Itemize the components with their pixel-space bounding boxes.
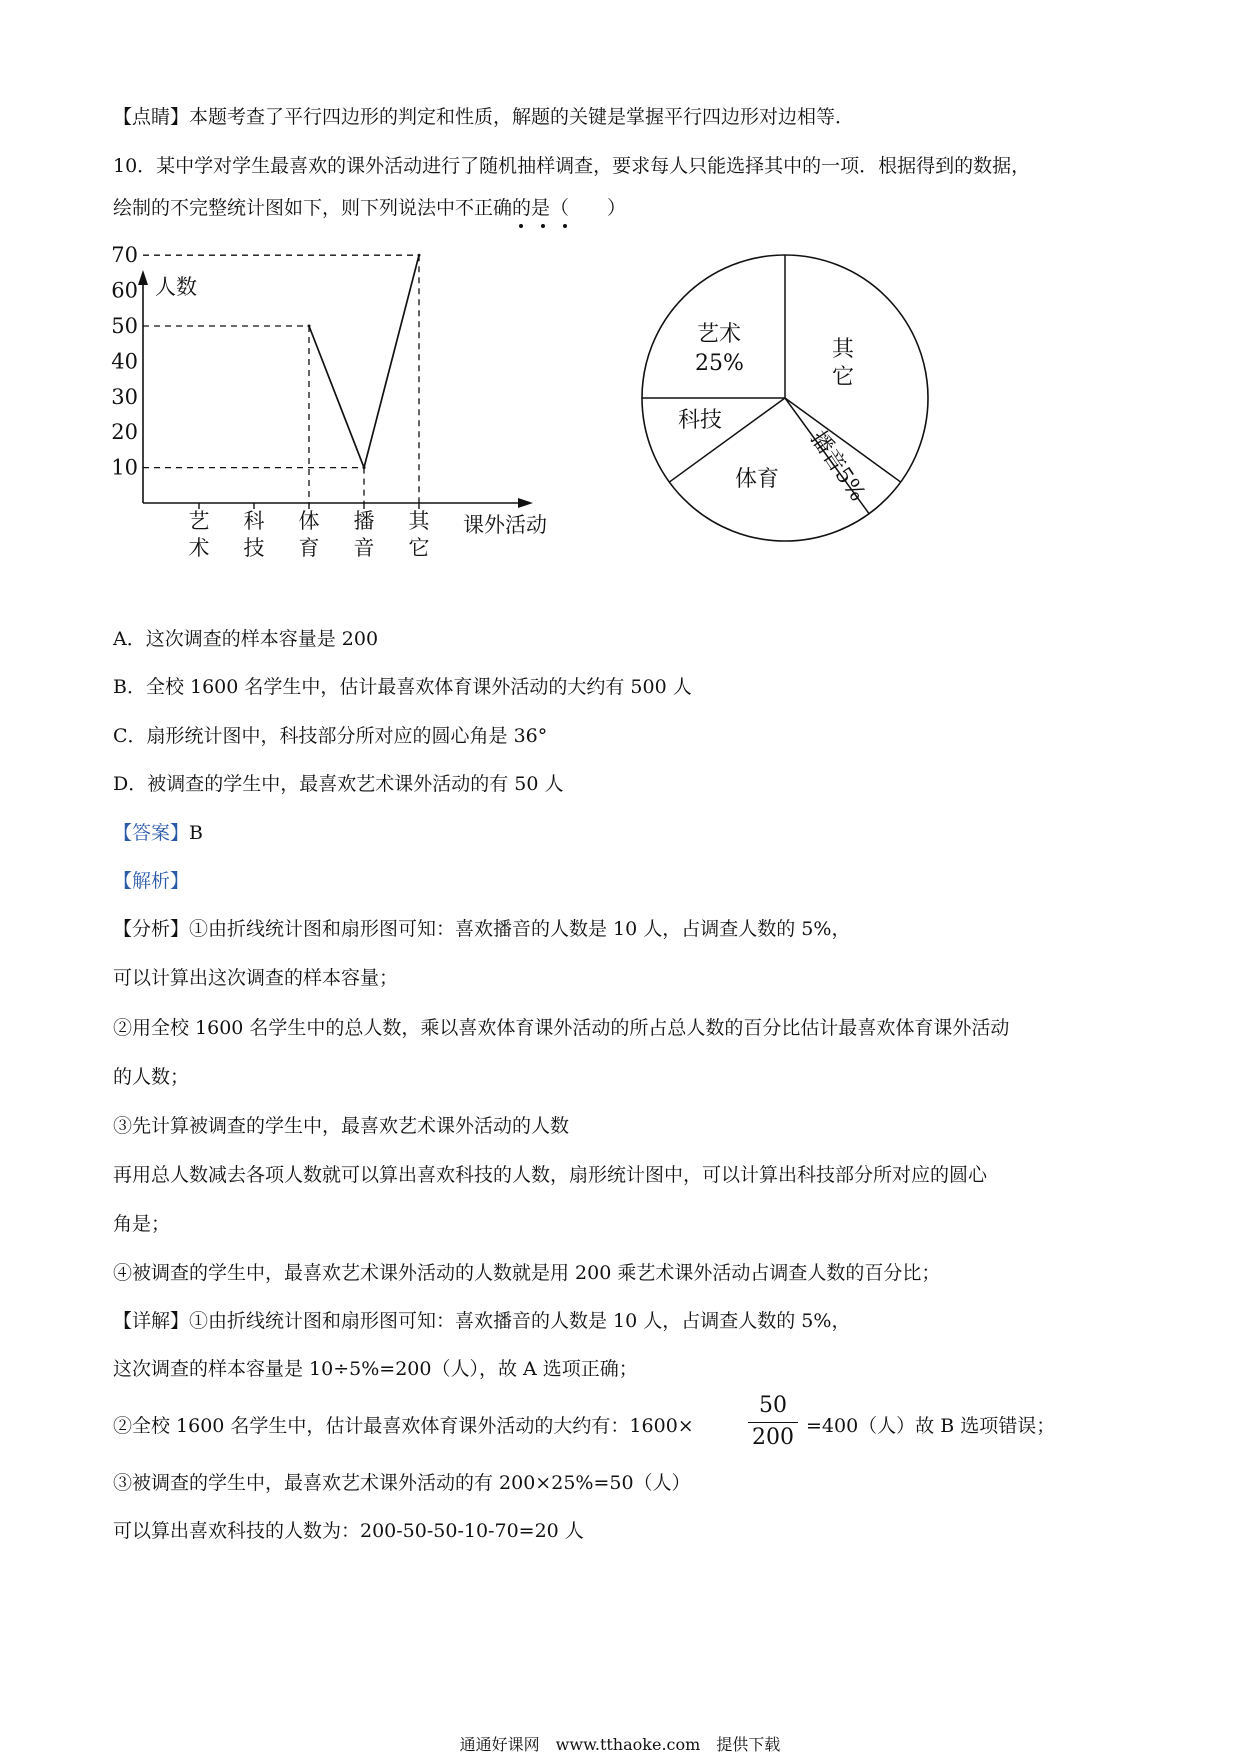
slice-label-sport: 体育 bbox=[735, 467, 780, 492]
answer-line bbox=[113, 822, 203, 845]
question-line-1: 10．某中学对学生最喜欢的课外活动进行了随机抽样调查，要求每人只能选择其中的一项．根据得到的数据， bbox=[113, 155, 1031, 177]
y-tick-label: 40 bbox=[111, 349, 138, 374]
slice-label-broadcast: 播音5% bbox=[804, 426, 870, 507]
x-axis-label: 课外活动 bbox=[463, 513, 547, 537]
slice-label-tech: 科技 bbox=[678, 408, 723, 433]
answer-label: 【答案】 bbox=[113, 822, 190, 844]
y-tick-label: 50 bbox=[111, 314, 138, 338]
detail-line-2-after: =400（人）故 B 选项错误； bbox=[806, 1415, 1056, 1437]
y-tick-label: 70 bbox=[111, 243, 138, 268]
y-tick-label: 20 bbox=[111, 420, 138, 445]
fraction bbox=[748, 1393, 798, 1452]
analysis-line: ④被调查的学生中，最喜欢艺术课外活动的人数就是用 200 乘艺术课外活动占调查人数的百分比； bbox=[113, 1262, 941, 1284]
footer: 通通好课网 www.tthaoke.com 提供下载 bbox=[459, 1735, 781, 1754]
category-label: 它 bbox=[408, 536, 430, 560]
category-label: 育 bbox=[298, 536, 320, 560]
fraction-denominator: 200 bbox=[752, 1425, 794, 1451]
analysis-line: 的人数； bbox=[113, 1066, 190, 1088]
question-line-2: 绘制的不完整统计图如下，则下列说法中不正确的是（ ） bbox=[113, 197, 627, 219]
analysis-line: ③先计算被调查的学生中，最喜欢艺术课外活动的人数 bbox=[113, 1115, 570, 1137]
pie-chart bbox=[642, 255, 928, 541]
y-tick-labels bbox=[111, 243, 138, 479]
slice-label-other-1: 其 bbox=[831, 337, 855, 362]
charts-figure bbox=[0, 0, 1240, 570]
y-axis-arrow bbox=[138, 270, 148, 285]
y-tick-label: 10 bbox=[111, 455, 138, 480]
slice-label-other-2: 它 bbox=[831, 365, 855, 390]
fraction-bar bbox=[748, 1422, 798, 1423]
line-chart bbox=[111, 243, 547, 560]
category-label: 科 bbox=[243, 509, 265, 533]
data-point bbox=[418, 254, 421, 257]
y-axis-label: 人数 bbox=[155, 275, 197, 299]
data-point bbox=[308, 325, 311, 328]
detail-line-2-before: ②全校 1600 名学生中，估计最喜欢体育课外活动的大约有：1600× bbox=[113, 1415, 694, 1437]
detail-line: 这次调查的样本容量是 10÷5%=200（人），故 A 选项正确； bbox=[113, 1358, 638, 1380]
slice-label-art: 艺术 bbox=[697, 322, 742, 347]
category-labels bbox=[189, 503, 431, 560]
y-tick-label: 60 bbox=[111, 278, 138, 303]
analysis-line: 可以计算出这次调查的样本容量； bbox=[113, 967, 399, 989]
option-a: A．这次调查的样本容量是 200 bbox=[113, 628, 379, 650]
data-series bbox=[308, 254, 421, 469]
category-label: 艺 bbox=[188, 509, 210, 533]
analysis-line: ②用全校 1600 名学生中的总人数，乘以喜欢体育课外活动的所占总人数的百分比估计最喜欢体育课外活动 bbox=[113, 1017, 1010, 1039]
x-axis-arrow bbox=[518, 498, 533, 508]
slice-percent-art: 25% bbox=[695, 351, 744, 376]
data-point bbox=[363, 466, 366, 469]
answer-value: B bbox=[189, 822, 203, 844]
analysis-line: 再用总人数减去各项人数就可以算出喜欢科技的人数，扇形统计图中，可以计算出科技部分所对应的圆心 bbox=[113, 1164, 988, 1186]
detail-line: 【详解】①由折线统计图和扇形图可知：喜欢播音的人数是 10 人，占调查人数的 5%， bbox=[113, 1310, 851, 1332]
detail-line: 可以算出喜欢科技的人数为：200-50-50-10-70=20 人 bbox=[113, 1520, 584, 1542]
series-line bbox=[309, 255, 419, 467]
option-c: C．扇形统计图中，科技部分所对应的圆心角是 36° bbox=[113, 725, 548, 747]
category-label: 音 bbox=[353, 536, 375, 560]
option-b: B．全校 1600 名学生中，估计最喜欢体育课外活动的大约有 500 人 bbox=[113, 676, 692, 698]
category-label: 其 bbox=[408, 509, 430, 533]
category-label: 术 bbox=[188, 536, 210, 560]
category-label: 体 bbox=[298, 509, 320, 533]
analysis-line: 【分析】①由折线统计图和扇形图可知：喜欢播音的人数是 10 人，占调查人数的 5%， bbox=[113, 918, 851, 940]
category-label: 技 bbox=[243, 536, 265, 560]
analysis-line: 角是； bbox=[113, 1213, 171, 1235]
dianjing-line: 【点睛】本题考查了平行四边形的判定和性质，解题的关键是掌握平行四边形对边相等． bbox=[113, 106, 855, 128]
fraction-numerator: 50 bbox=[759, 1393, 787, 1418]
analysis-label: 【解析】 bbox=[113, 870, 190, 892]
option-d: D．被调查的学生中，最喜欢艺术课外活动的有 50 人 bbox=[113, 773, 564, 795]
category-label: 播 bbox=[353, 509, 375, 533]
detail-line: ③被调查的学生中，最喜欢艺术课外活动的有 200×25%=50（人） bbox=[113, 1472, 691, 1494]
y-tick-label: 30 bbox=[111, 384, 138, 409]
